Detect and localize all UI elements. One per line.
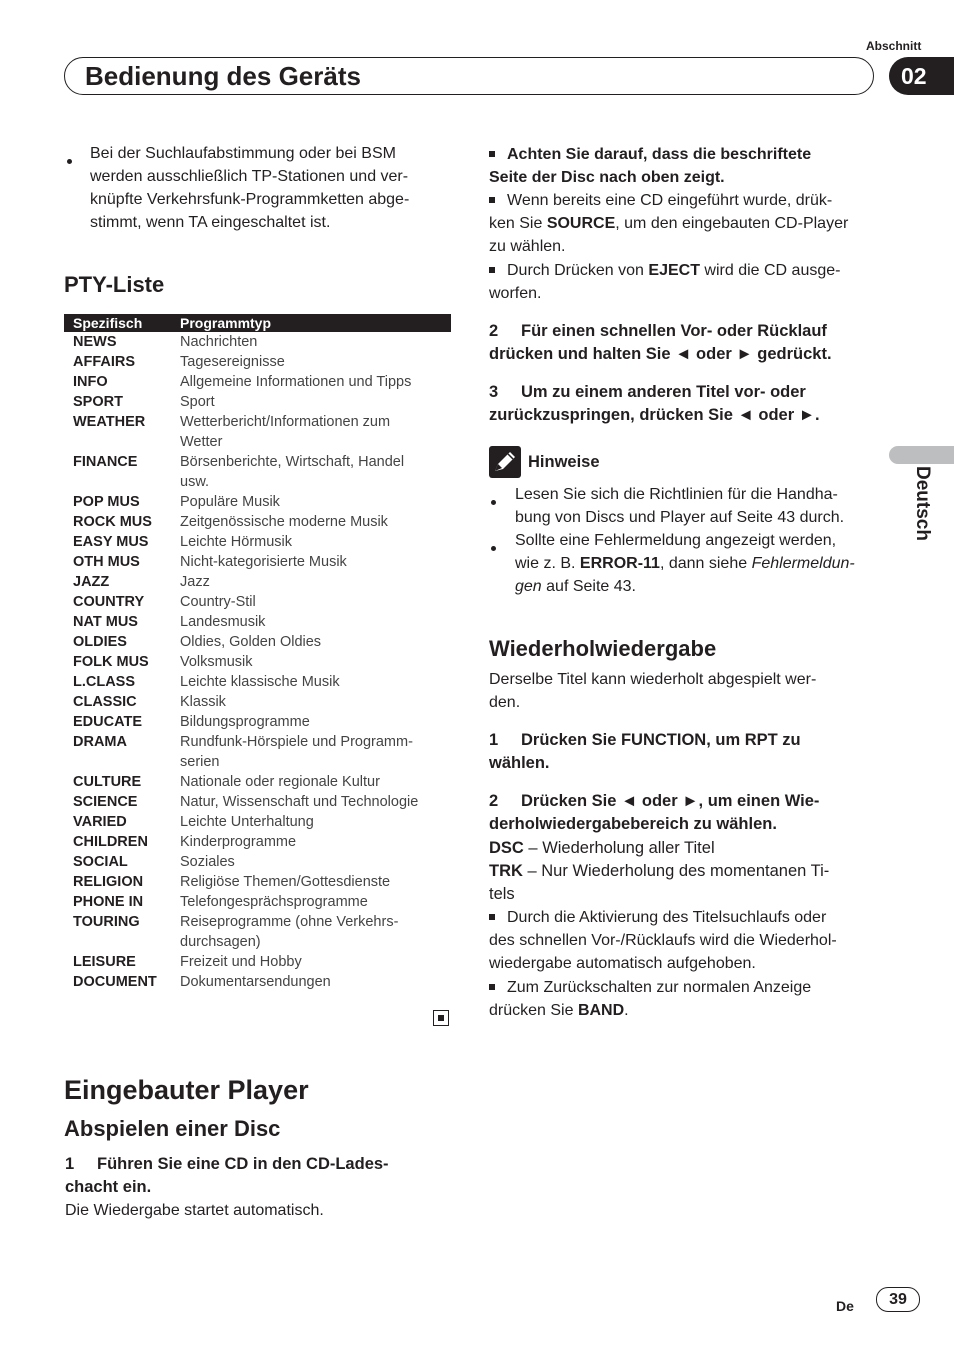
- pty-code: CULTURE: [73, 774, 142, 790]
- pty-description: Zeitgenössische moderne Musik: [180, 514, 388, 530]
- pty-code: PHONE IN: [73, 894, 144, 910]
- table-row: [64, 672, 451, 692]
- pty-description: Börsenberichte, Wirtschaft, Handel: [180, 454, 405, 470]
- pty-description: Telefongesprächsprogramme: [180, 894, 368, 910]
- note-text: drücken Sie: [489, 1002, 578, 1019]
- pty-code: SPORT: [73, 394, 123, 410]
- pty-description: serien: [180, 754, 220, 770]
- pty-code: L.CLASS: [73, 674, 136, 690]
- pty-code: JAZZ: [73, 574, 110, 590]
- pty-code: CHILDREN: [73, 834, 148, 850]
- warning-text: Achten Sie darauf, dass die beschriftete: [507, 146, 812, 163]
- pty-code: FOLK MUS: [73, 654, 149, 670]
- table-row: [64, 392, 451, 412]
- option-trk-text: – Nur Wiederholung des momentanen Ti-: [522, 862, 830, 880]
- pty-code: VARIED: [73, 814, 127, 830]
- pty-description: Natur, Wissenschaft und Technologie: [180, 794, 419, 810]
- disc-heading: Abspielen einer Disc: [64, 1116, 281, 1141]
- pty-code: FINANCE: [73, 454, 138, 470]
- pty-code: SOCIAL: [73, 854, 128, 870]
- note-repeat-cancel: [489, 906, 889, 975]
- pty-code: EASY MUS: [73, 534, 149, 550]
- note-text: des schnellen Vor-/Rücklaufs wird die Wiederhol-: [489, 932, 837, 949]
- pty-code: TOURING: [73, 914, 140, 930]
- table-row: [64, 452, 451, 492]
- table-row: [64, 712, 451, 732]
- intro-bullet: [90, 142, 452, 234]
- end-mark-icon: [433, 1010, 449, 1026]
- step-text: drücken und halten Sie ◄ oder ► gedrückt.: [489, 345, 832, 363]
- table-row: [64, 912, 451, 952]
- table-row: [64, 572, 451, 592]
- hint-text: auf Seite 43.: [541, 578, 636, 595]
- page-title: Bedienung des Geräts: [85, 61, 361, 91]
- intro-line: knüpfte Verkehrsfunk-Programmketten abge-: [90, 191, 410, 208]
- intro-line: Bei der Suchlaufabstimmung oder bei BSM: [90, 145, 396, 162]
- pty-table-header: [64, 314, 451, 332]
- step1: [65, 1153, 450, 1199]
- pty-heading: PTY-Liste: [64, 272, 165, 297]
- note-text: worfen.: [489, 285, 542, 302]
- note-text: , um den eingebauten CD-Player: [615, 215, 849, 232]
- table-row: [64, 492, 451, 512]
- pty-description: Wetterbericht/Informationen zum: [180, 414, 391, 430]
- table-row: [64, 552, 451, 572]
- table-row: [64, 812, 451, 832]
- table-row: [64, 892, 451, 912]
- repeat-intro-line: den.: [489, 694, 521, 711]
- section-number-badge: 02: [889, 57, 954, 95]
- pty-description: Nationale oder regionale Kultur: [180, 774, 380, 790]
- table-row: [64, 512, 451, 532]
- pty-description: Dokumentarsendungen: [180, 974, 331, 990]
- pty-code: WEATHER: [73, 414, 146, 430]
- section-label: Abschnitt: [866, 39, 922, 53]
- hint-text: Sollte eine Fehlermeldung angezeigt werden,: [515, 532, 837, 549]
- repeat-step1: [489, 729, 889, 775]
- step-number: 1: [489, 731, 499, 749]
- pty-col-code: Spezifisch: [73, 315, 143, 331]
- pty-description: usw.: [180, 474, 210, 490]
- cross-reference: gen: [515, 578, 542, 595]
- note-text: wiedergabe automatisch aufgehoben.: [489, 955, 756, 972]
- step-text: wählen.: [489, 754, 550, 772]
- hint-text: Lesen Sie sich die Richtlinien für die Handha-: [515, 486, 838, 503]
- warning-text: Seite der Disc nach oben zeigt.: [489, 169, 725, 186]
- pty-code: NEWS: [73, 334, 117, 350]
- note-text: Durch Drücken von: [507, 262, 649, 279]
- pty-code: NAT MUS: [73, 614, 138, 630]
- pty-code: OLDIES: [73, 634, 127, 650]
- step2: [489, 320, 889, 366]
- repeat-intro-line: Derselbe Titel kann wiederholt abgespielt wer-: [489, 671, 817, 688]
- pty-description: Nachrichten: [180, 334, 258, 350]
- hints-label: Hinweise: [528, 453, 600, 471]
- step-text: Drücken Sie ◄ oder ►, um einen Wie-: [521, 792, 820, 810]
- language-tab-label: Deutsch: [912, 466, 933, 541]
- table-row: [64, 332, 451, 352]
- button-name-eject: EJECT: [648, 262, 700, 279]
- intro-bullet-dot: [67, 151, 72, 169]
- square-bullet-icon: [489, 914, 495, 920]
- note-band: [489, 976, 884, 1022]
- square-bullet-icon: [489, 151, 495, 157]
- table-row: [64, 792, 451, 812]
- repeat-step2: [489, 790, 889, 836]
- option-dsc-text: – Wiederholung aller Titel: [523, 839, 715, 857]
- square-bullet-icon: [489, 984, 495, 990]
- pty-description: Rundfunk-Hörspiele und Programm-: [180, 734, 413, 750]
- step-text: derholwiedergabebereich zu wählen.: [489, 815, 777, 833]
- table-row: [64, 832, 451, 852]
- intro-line: stimmt, wenn TA eingeschaltet ist.: [90, 214, 331, 231]
- error-code: ERROR-11: [579, 555, 660, 572]
- pty-description: Allgemeine Informationen und Tipps: [180, 374, 412, 390]
- pty-description: Kinderprogramme: [180, 834, 297, 850]
- pty-description: Nicht-kategorisierte Musik: [180, 554, 347, 570]
- note-text: Durch die Aktivierung des Titelsuchlaufs oder: [507, 909, 827, 926]
- pty-description: Wetter: [180, 434, 223, 450]
- step-text: Drücken Sie FUNCTION, um RPT zu: [521, 731, 801, 749]
- pty-description: Religiöse Themen/Gottesdienste: [180, 874, 391, 890]
- note-eject: [489, 259, 884, 305]
- bullet-dot: [491, 492, 496, 510]
- pty-col-type: Programmtyp: [180, 315, 272, 331]
- pty-code: INFO: [73, 374, 108, 390]
- pty-table-body: [64, 332, 451, 992]
- table-row: [64, 972, 451, 992]
- player-heading: Eingebauter Player: [64, 1075, 309, 1105]
- header-bar: [64, 57, 874, 95]
- note-source: [489, 189, 884, 258]
- note-text: wird die CD ausge-: [699, 262, 841, 279]
- pty-code: OTH MUS: [73, 554, 140, 570]
- note-text: Wenn bereits eine CD eingeführt wurde, drük-: [507, 192, 833, 209]
- table-row: [64, 532, 451, 552]
- page-number: 39: [876, 1287, 920, 1312]
- intro-line: werden ausschließlich TP-Stationen und ver-: [90, 168, 409, 185]
- hint-text: , dann siehe: [659, 555, 752, 572]
- note-text: .: [624, 1002, 629, 1019]
- cross-reference: Fehlermeldun-: [751, 555, 855, 572]
- pty-code: RELIGION: [73, 874, 144, 890]
- pty-description: Volksmusik: [180, 654, 253, 670]
- pty-description: Populäre Musik: [180, 494, 280, 510]
- table-row: [64, 732, 451, 772]
- hint-text: bung von Discs und Player auf Seite 43 durch.: [515, 509, 845, 526]
- repeat-heading: Wiederholwiedergabe: [489, 636, 717, 661]
- pty-code: EDUCATE: [73, 714, 143, 730]
- step-number: 1: [65, 1155, 75, 1173]
- note-text: ken Sie: [489, 215, 547, 232]
- table-row: [64, 872, 451, 892]
- table-row: [64, 852, 451, 872]
- pty-description: Leichte klassische Musik: [180, 674, 340, 690]
- pty-code: COUNTRY: [73, 594, 145, 610]
- hint-text: wie z. B.: [515, 555, 580, 572]
- step-text: zurückzuspringen, drücken Sie ◄ oder ►.: [489, 406, 820, 424]
- table-row: [64, 372, 451, 392]
- disc-warning: [489, 143, 884, 189]
- square-bullet-icon: [489, 197, 495, 203]
- step-text: Für einen schnellen Vor- oder Rücklauf: [521, 322, 827, 340]
- table-row: [64, 692, 451, 712]
- pty-description: Jazz: [180, 574, 210, 590]
- table-row: [64, 632, 451, 652]
- pty-code: LEISURE: [73, 954, 136, 970]
- table-row: [64, 352, 451, 372]
- pty-description: Leichte Unterhaltung: [180, 814, 314, 830]
- step-text: Um zu einem anderen Titel vor- oder: [521, 383, 806, 401]
- table-row: [64, 592, 451, 612]
- option-trk: TRK: [489, 862, 523, 880]
- pty-code: SCIENCE: [73, 794, 138, 810]
- step-number: 2: [489, 792, 499, 810]
- pty-description: Klassik: [180, 694, 226, 710]
- option-trk-text: tels: [489, 885, 515, 903]
- square-bullet-icon: [489, 267, 495, 273]
- pty-description: Landesmusik: [180, 614, 266, 630]
- pty-code: POP MUS: [73, 494, 140, 510]
- pty-description: Oldies, Golden Oldies: [180, 634, 322, 650]
- language-tab: [889, 446, 954, 464]
- table-row: [64, 412, 451, 452]
- pty-description: Bildungsprogramme: [180, 714, 310, 730]
- pty-code: DRAMA: [73, 734, 127, 750]
- pty-description: Freizeit und Hobby: [180, 954, 302, 970]
- pty-code: ROCK MUS: [73, 514, 152, 530]
- pty-code: DOCUMENT: [73, 974, 157, 990]
- pty-description: Soziales: [180, 854, 235, 870]
- bullet-dot: [491, 538, 496, 556]
- option-dsc: DSC: [489, 839, 524, 857]
- step-text: Führen Sie eine CD in den CD-Lades-: [97, 1155, 389, 1173]
- step-number: 3: [489, 383, 499, 401]
- repeat-options: [489, 837, 884, 906]
- step-text: chacht ein.: [65, 1178, 152, 1196]
- button-name-source: SOURCE: [546, 215, 616, 232]
- repeat-intro: [489, 668, 884, 714]
- step-number: 2: [489, 322, 499, 340]
- table-row: [64, 772, 451, 792]
- step1-result: Die Wiedergabe startet automatisch.: [65, 1202, 324, 1219]
- pty-description: durchsagen): [180, 934, 261, 950]
- pty-description: Country-Stil: [180, 594, 256, 610]
- pty-code: CLASSIC: [73, 694, 137, 710]
- table-row: [64, 612, 451, 632]
- footer-language: De: [836, 1298, 854, 1314]
- step3: [489, 381, 889, 427]
- table-row: [64, 652, 451, 672]
- table-row: [64, 952, 451, 972]
- pty-description: Leichte Hörmusik: [180, 534, 293, 550]
- pty-code: AFFAIRS: [73, 354, 136, 370]
- hint-handling: [515, 483, 890, 529]
- pencil-note-icon: [489, 446, 521, 478]
- hint-error: [515, 529, 890, 598]
- pty-description: Reiseprogramme (ohne Verkehrs-: [180, 914, 399, 930]
- note-text: Zum Zurückschalten zur normalen Anzeige: [507, 979, 812, 996]
- button-name-band: BAND: [577, 1002, 625, 1019]
- note-text: zu wählen.: [489, 238, 566, 255]
- pty-description: Sport: [180, 394, 215, 410]
- pty-description: Tagesereignisse: [180, 354, 285, 370]
